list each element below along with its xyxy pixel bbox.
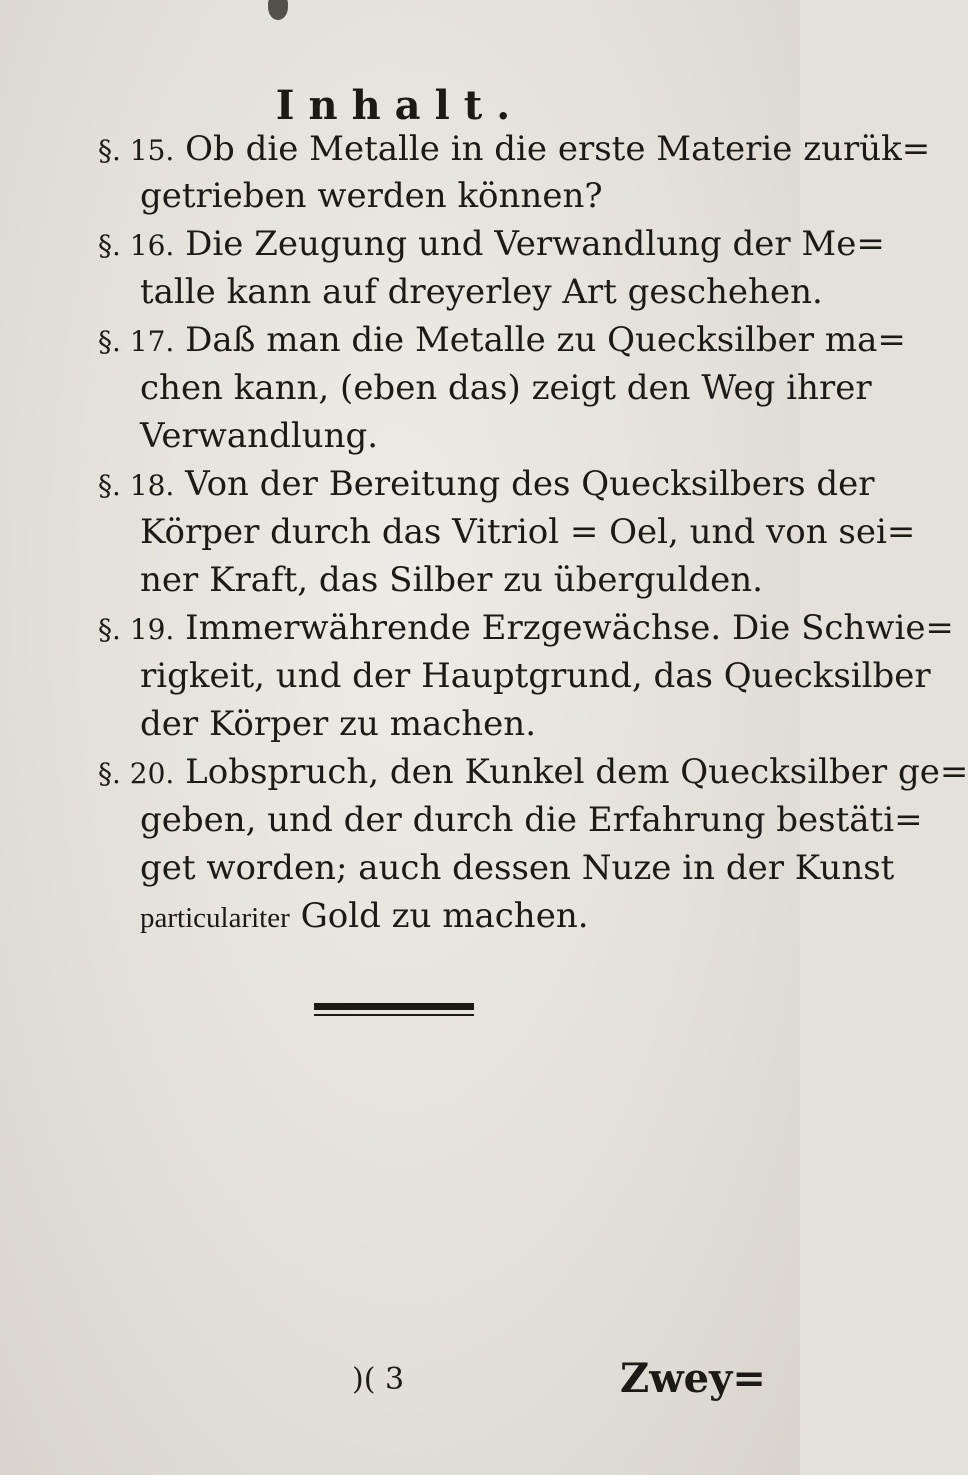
section-number: §. 15. xyxy=(98,134,175,167)
latin-word: particulariter xyxy=(140,902,290,934)
entry-line: rigkeit, und der Hauptgrund, das Quecksilber xyxy=(140,656,931,696)
entry-line: ner Kraft, das Silber zu übergulden. xyxy=(140,560,763,600)
entry-line xyxy=(98,127,930,173)
section-number: §. 20. xyxy=(98,757,175,790)
entry-line xyxy=(98,606,954,652)
section-number: §. 17. xyxy=(98,325,175,358)
entry-line xyxy=(98,222,885,268)
entry-line xyxy=(98,750,968,796)
entry-line xyxy=(140,894,589,940)
entry-line: get worden; auch dessen Nuze in der Kunst xyxy=(140,848,895,888)
ink-blot xyxy=(268,0,288,20)
section-number: §. 19. xyxy=(98,613,175,646)
entry-line: talle kann auf dreyerley Art geschehen. xyxy=(140,272,823,312)
entry-text: Ob die Metalle in die erste Materie zurük= xyxy=(185,129,931,169)
entry-line: geben, und der durch die Erfahrung bestäti= xyxy=(140,800,923,840)
page-title: Inhalt. xyxy=(275,82,525,129)
entry-text: Von der Bereitung des Quecksilbers der xyxy=(185,464,875,504)
entry-text: Daß man die Metalle zu Quecksilber ma= xyxy=(185,320,906,360)
entry-text: Lobspruch, den Kunkel dem Quecksilber ge= xyxy=(185,752,968,792)
entry-line xyxy=(98,462,875,508)
entry-line: Körper durch das Vitriol = Oel, und von sei= xyxy=(140,512,916,552)
entry-line: chen kann, (eben das) zeigt den Weg ihrer xyxy=(140,368,872,408)
entry-text: Gold zu machen. xyxy=(300,896,589,936)
entry-line xyxy=(98,318,906,364)
section-number: §. 18. xyxy=(98,469,175,502)
end-rule xyxy=(314,1003,474,1010)
page-signature: )( 3 xyxy=(352,1362,405,1397)
section-number: §. 16. xyxy=(98,229,175,262)
entry-text: Immerwährende Erzgewächse. Die Schwie= xyxy=(185,608,954,648)
entry-line: Verwandlung. xyxy=(140,416,379,456)
entry-line: der Körper zu machen. xyxy=(140,704,536,744)
entry-line: getrieben werden können? xyxy=(140,176,603,216)
entry-text: Die Zeugung und Verwandlung der Me= xyxy=(185,224,885,264)
catchword: Zwey= xyxy=(620,1355,766,1402)
end-rule-thin xyxy=(314,1014,474,1016)
